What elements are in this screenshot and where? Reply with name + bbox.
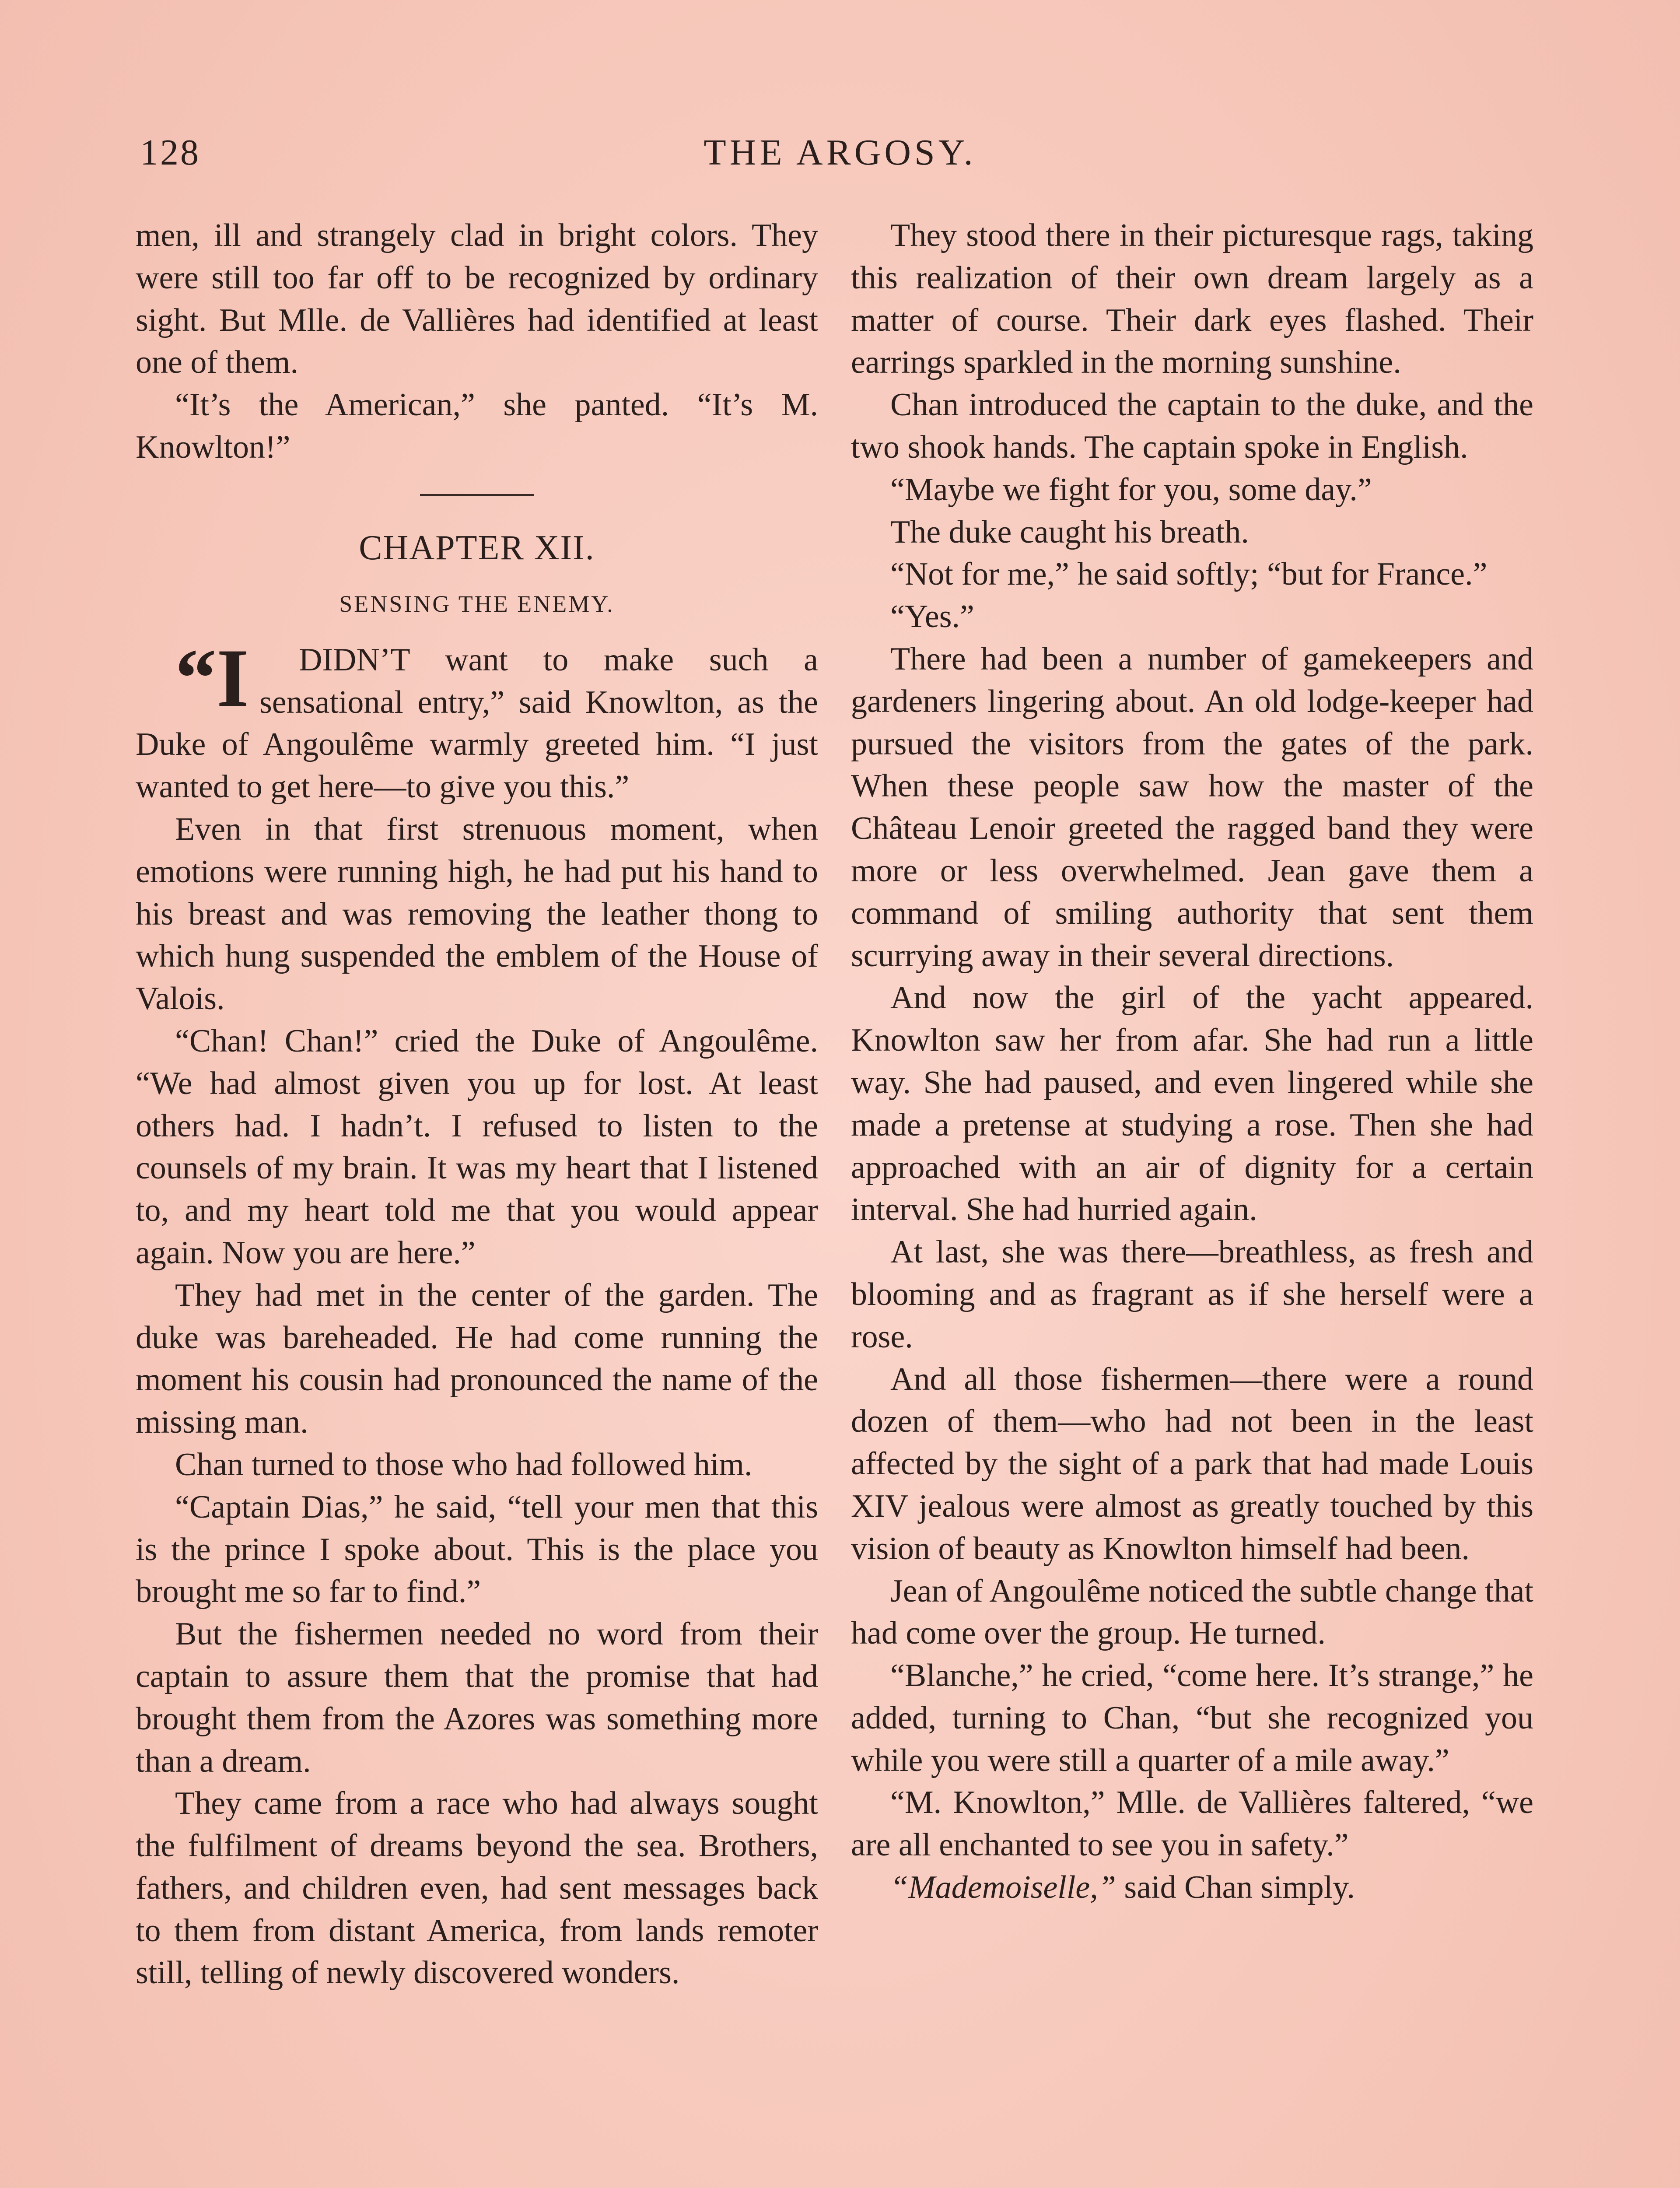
paragraph: “M. Knowlton,” Mlle. de Vallières faltered, “we are all enchanted to see you in safety.” <box>851 1785 1533 1863</box>
paragraph: Even in that first strenuous moment, when emotions were running high, he had put his hand to his breast and was removing the leather thong to which hung suspended the emblem of the House of Valois. <box>136 811 818 1017</box>
paragraph: They had met in the center of the garden. The duke was bareheaded. He had come running the moment his cousin had pronounced the name of the missing man. <box>136 1277 818 1441</box>
paragraph: But the fishermen needed no word from their captain to assure them that the promise that had brought them from the Azores was something more than a dream. <box>136 1616 818 1779</box>
paragraph: “It’s the American,” she panted. “It’s M. Knowlton!” <box>136 387 818 465</box>
chapter-subtitle: SENSING THE ENEMY. <box>339 590 615 617</box>
paragraph: They stood there in their picturesque rags, taking this realization of their own dream largely as a matter of course. Their dark eyes flashed. Their earrings sparkled in the morning sunshine. <box>851 217 1533 381</box>
opening-text: DIDN’T want to make such a sensational entry,” said Knowlton, as the Duke of Angoulême warmly greeted him. “I just wanted to get here—to give you this.” <box>136 642 818 805</box>
italic-word: “Mademoiselle,” <box>890 1869 1116 1906</box>
right-column <box>851 214 1533 1909</box>
final-paragraph <box>851 1866 1533 1909</box>
paragraph: Chan introduced the captain to the duke, and the two shook hands. The captain spoke in English. <box>851 387 1533 465</box>
paragraph: “Blanche,” he cried, “come here. It’s strange,” he added, turning to Chan, “but she recognized you while you were still a quarter of a mile away.” <box>851 1658 1533 1778</box>
final-text: said Chan simply. <box>1116 1869 1355 1906</box>
paragraph: Jean of Angoulême noticed the subtle change that had come over the group. He turned. <box>851 1573 1533 1652</box>
page-header <box>140 131 1540 179</box>
paragraph: “Maybe we fight for you, some day.” <box>890 471 1372 508</box>
paragraph: “Chan! Chan!” cried the Duke of Angoulême. “We had almost given you up for lost. At least others had. I hadn’t. I refused to listen to the counsels of my brain. It was my heart that I listened to, and my heart told me that you would appear again. Now you are here.” <box>136 1023 818 1271</box>
paragraph: men, ill and strangely clad in bright colors. They were still too far off to be recognized by ordinary sight. But Mlle. de Vallières had identified at least one of them. <box>136 217 818 381</box>
paragraph: Chan turned to those who had followed him. <box>175 1446 752 1483</box>
chapter-opening-paragraph <box>136 632 818 808</box>
paragraph: There had been a number of gamekeepers and gardeners lingering about. An old lodge-keeper had pursued the visitors from the gates of the park. When these people saw how the master of the Château Lenoir greeted the ragged band they were more or less overwhelmed. Jean gave them a command of smiling authority that sent them scurrying away in their several directions. <box>851 641 1533 974</box>
paragraph: “Not for me,” he said softly; “but for France.” <box>890 556 1488 593</box>
left-column <box>136 214 818 1994</box>
paragraph: “Yes.” <box>890 599 974 635</box>
paragraph: The duke caught his breath. <box>890 514 1249 550</box>
drop-cap: “I <box>175 632 249 724</box>
paragraph: “Captain Dias,” he said, “tell your men that this is the prince I spoke about. This is the place you brought me so far to find.” <box>136 1489 818 1610</box>
section-divider <box>420 494 534 496</box>
chapter-title: CHAPTER XII. <box>359 528 595 567</box>
magazine-title: THE ARGOSY. <box>704 132 976 173</box>
paragraph: They came from a race who had always sought the fulfilment of dreams beyond the sea. Brothers, fathers, and children even, had sent messages back to them from distant America, from lands remoter still, telling of newly discovered wonders. <box>136 1785 818 1991</box>
page-number: 128 <box>140 132 200 173</box>
paragraph: At last, she was there—breathless, as fresh and blooming and as fragrant as if she herself were a rose. <box>851 1234 1533 1355</box>
paragraph: And now the girl of the yacht appeared. Knowlton saw her from afar. She had run a little way. She had paused, and even lingered while she made a pretense at studying a rose. Then she had approached with an air of dignity for a certain interval. She had hurried again. <box>851 980 1533 1228</box>
paragraph: And all those fishermen—there were a round dozen of them—who had not been in the least affected by the sight of a park that had made Louis XIV jealous were almost as greatly touched by this vision of beauty as Knowlton himself had been. <box>851 1361 1533 1567</box>
